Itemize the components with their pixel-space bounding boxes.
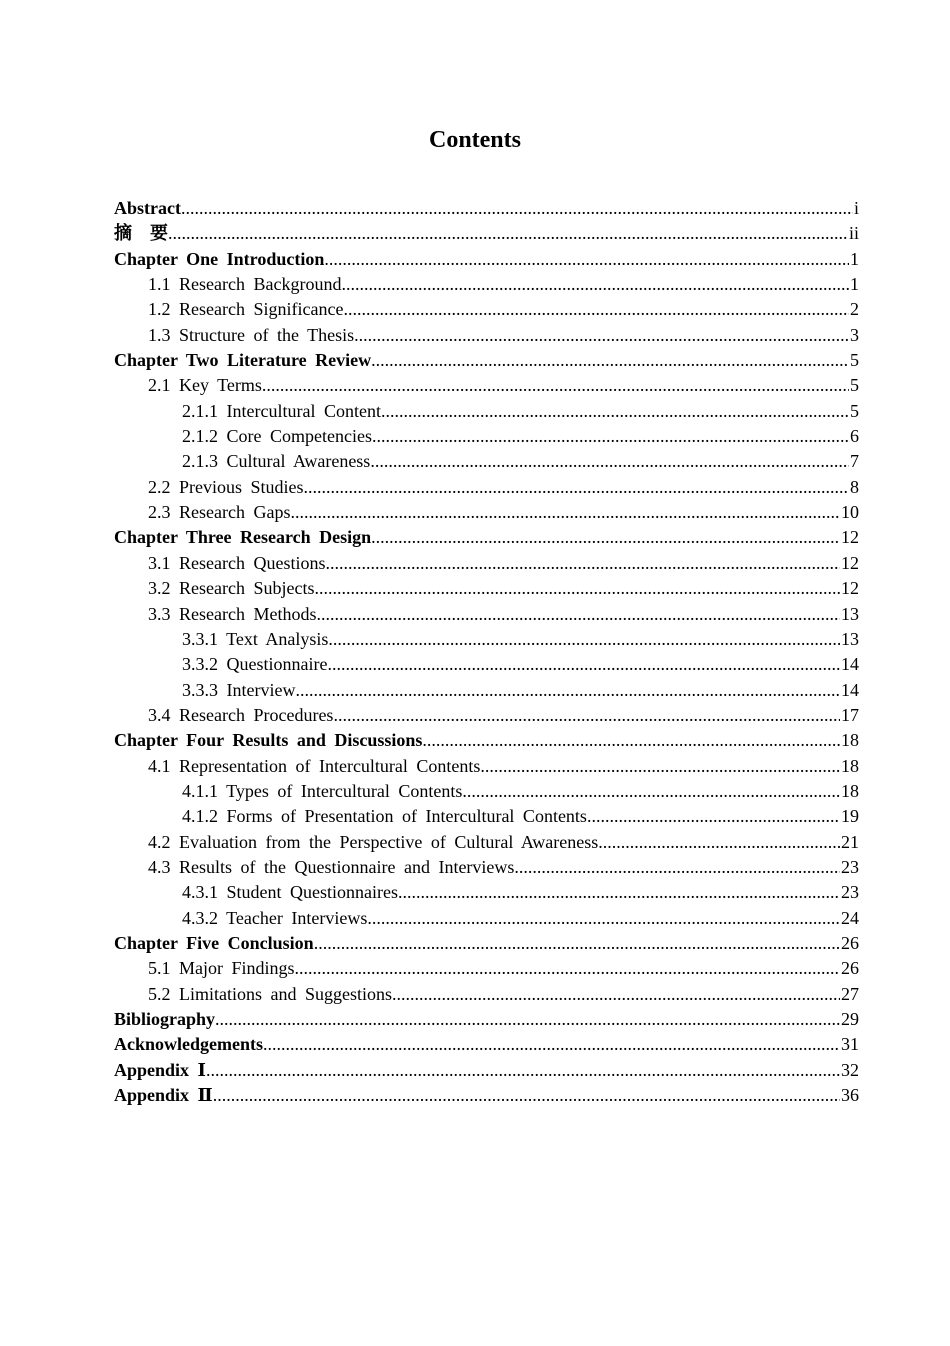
toc-entry-page-number: 5: [850, 350, 859, 371]
toc-entry-title: 4.1 Representation of Intercultural Contents: [148, 755, 481, 776]
toc-entry-title: 4.3.2 Teacher Interviews: [182, 907, 368, 928]
toc-entry-page-number: ii: [848, 223, 859, 244]
dot-leader: [514, 855, 840, 880]
toc-entry-title: 3.4 Research Procedures: [148, 704, 334, 725]
toc-entry[interactable]: [114, 525, 859, 550]
dot-leader: [263, 1032, 840, 1057]
dot-leader: [371, 525, 840, 550]
toc-entry-title: 4.3.1 Student Questionnaires: [182, 882, 398, 903]
dot-leader: [316, 602, 840, 627]
toc-entry-title: Chapter Two Literature Review: [114, 350, 372, 371]
toc-entry-title: 4.1.2 Forms of Presentation of Intercultural Contents: [182, 806, 587, 827]
dot-leader: [598, 830, 840, 855]
dot-leader: [295, 956, 840, 981]
dot-leader: [371, 348, 849, 373]
toc-entry-title: Chapter Four Results and Discussions: [114, 730, 423, 751]
toc-entry[interactable]: [114, 272, 859, 297]
toc-entry[interactable]: [114, 754, 859, 779]
toc-entry[interactable]: [114, 906, 859, 931]
toc-entry-page-number: 14: [841, 654, 859, 675]
toc-entry-page-number: 27: [841, 983, 859, 1004]
toc-entry[interactable]: [114, 855, 859, 880]
toc-entry-page-number: 18: [841, 755, 859, 776]
dot-leader: [480, 754, 840, 779]
toc-entry-page-number: 29: [841, 1009, 859, 1029]
toc-entry-page-number: 12: [841, 578, 859, 599]
dot-leader: [290, 500, 840, 525]
toc-entry-title: Bibliography: [114, 1009, 216, 1029]
toc-entry-page-number: 23: [841, 856, 859, 877]
toc-entry-title: 1.1 Research Background: [148, 274, 342, 295]
toc-entry-page-number: 12: [841, 527, 859, 548]
toc-entry-page-number: 1: [850, 248, 859, 269]
toc-entry-title: 2.1.1 Intercultural Content: [182, 400, 381, 421]
toc-entry-page-number: 2: [850, 299, 859, 320]
toc-entry-page-number: 36: [841, 1085, 859, 1106]
toc-entry[interactable]: [114, 576, 859, 601]
toc-entry-title: 3.3 Research Methods: [148, 603, 317, 624]
toc-entry-page-number: 7: [850, 451, 859, 472]
toc-entry-title: 3.3.3 Interview: [182, 679, 296, 700]
toc-entry[interactable]: [114, 880, 859, 905]
toc-entry[interactable]: [114, 830, 859, 855]
toc-entry[interactable]: [114, 602, 859, 627]
dot-leader: [333, 703, 840, 728]
toc-entry-title: 2.3 Research Gaps: [148, 502, 291, 523]
toc-entry[interactable]: [114, 373, 859, 398]
toc-entry-title: 摘 要: [114, 223, 168, 244]
toc-entry-title: 3.3.2 Questionnaire: [182, 654, 328, 675]
toc-entry[interactable]: [114, 1007, 859, 1032]
toc-entry-title: Chapter Five Conclusion: [114, 932, 314, 953]
toc-entry-page-number: 13: [841, 628, 859, 649]
toc-entry-title: 2.1 Key Terms: [148, 375, 262, 396]
toc-entry[interactable]: [114, 323, 859, 348]
toc-entry-page-number: 13: [841, 603, 859, 624]
toc-entry-title: 4.2 Evaluation from the Perspective of Cultural Awareness: [148, 831, 599, 852]
toc-entry[interactable]: [114, 424, 859, 449]
dot-leader: [328, 627, 840, 652]
dot-leader: [341, 272, 849, 297]
toc-entry-page-number: 5: [850, 375, 859, 396]
toc-entry-page-number: 26: [841, 958, 859, 979]
toc-entry-title: 3.1 Research Questions: [148, 552, 326, 573]
toc-entry-page-number: i: [853, 198, 859, 218]
toc-entry-page-number: 1: [850, 274, 859, 295]
toc-entry-title: 2.2 Previous Studies: [148, 476, 304, 497]
dot-leader: [381, 399, 849, 424]
dot-leader: [206, 1058, 840, 1083]
toc-entry-page-number: 10: [841, 502, 859, 523]
dot-leader: [325, 551, 840, 576]
page-title: Contents: [428, 127, 521, 153]
toc-entry-page-number: 31: [841, 1034, 859, 1055]
toc-entry[interactable]: [114, 931, 859, 956]
toc-entry-title: Appendix Ⅰ: [114, 1059, 206, 1080]
toc-entry[interactable]: [114, 982, 859, 1007]
toc-entry[interactable]: [114, 247, 859, 272]
dot-leader: [367, 906, 840, 931]
toc-entry-title: Chapter One Introduction: [114, 248, 325, 269]
dot-leader: [314, 931, 840, 956]
dot-leader: [422, 728, 840, 753]
toc-entry-page-number: 23: [841, 882, 859, 903]
toc-entry-title: 2.1.3 Cultural Awareness: [182, 451, 371, 472]
dot-leader: [327, 652, 840, 677]
toc-entry[interactable]: [114, 627, 859, 652]
toc-entry[interactable]: [114, 500, 859, 525]
toc-entry[interactable]: [114, 297, 859, 322]
toc-entry-title: 4.3 Results of the Questionnaire and Interviews: [148, 856, 515, 877]
dot-leader: [168, 221, 848, 246]
dot-leader: [181, 196, 853, 221]
dot-leader: [343, 297, 849, 322]
toc-entry[interactable]: [114, 1083, 859, 1108]
toc-entry-page-number: 6: [850, 426, 859, 447]
dot-leader: [587, 804, 840, 829]
toc-entry-title: 4.1.1 Types of Intercultural Contents: [182, 780, 463, 801]
toc-entry[interactable]: [114, 703, 859, 728]
toc-entry[interactable]: [114, 399, 859, 424]
toc-entry[interactable]: [114, 221, 859, 246]
toc-entry[interactable]: [114, 728, 859, 753]
toc-entry-page-number: 19: [841, 806, 859, 827]
toc-entry[interactable]: [114, 804, 859, 829]
toc-entry[interactable]: [114, 652, 859, 677]
dot-leader: [324, 247, 849, 272]
toc-entry[interactable]: [114, 1058, 859, 1083]
dot-leader: [213, 1083, 840, 1108]
toc-entry-title: 3.2 Research Subjects: [148, 578, 315, 599]
toc-entry-page-number: 17: [841, 704, 859, 725]
toc-entry-page-number: 32: [841, 1059, 859, 1080]
toc-entry-page-number: 3: [850, 324, 859, 345]
dot-leader: [304, 475, 849, 500]
toc-entry-page-number: 24: [841, 907, 859, 928]
toc-entry-page-number: 14: [841, 679, 859, 700]
toc-entry[interactable]: [114, 551, 859, 576]
toc-entry-page-number: 5: [850, 400, 859, 421]
dot-leader: [295, 678, 840, 703]
dot-leader: [314, 576, 840, 601]
toc-entry-title: 5.1 Major Findings: [148, 958, 295, 979]
toc-entry[interactable]: [114, 1032, 859, 1057]
dot-leader: [372, 424, 849, 449]
toc-entry-title: 5.2 Limitations and Suggestions: [148, 983, 392, 1004]
toc-entry-title: Abstract: [114, 198, 181, 218]
dot-leader: [370, 449, 849, 474]
toc-entry[interactable]: [114, 678, 859, 703]
toc-entry[interactable]: [114, 779, 859, 804]
toc-entry[interactable]: [114, 196, 859, 221]
toc-entry-title: Acknowledgements: [114, 1034, 263, 1055]
toc-entry-page-number: 8: [850, 476, 859, 497]
toc-entry-title: 3.3.1 Text Analysis: [182, 628, 329, 649]
table-of-contents: [114, 196, 859, 1108]
toc-entry[interactable]: [114, 475, 859, 500]
toc-entry-title: 1.2 Research Significance: [148, 299, 344, 320]
dot-leader: [398, 880, 840, 905]
toc-entry-title: Appendix Ⅱ: [114, 1085, 213, 1106]
dot-leader: [392, 982, 840, 1007]
dot-leader: [215, 1007, 840, 1032]
toc-entry-title: 2.1.2 Core Competencies: [182, 426, 372, 447]
toc-entry-page-number: 12: [841, 552, 859, 573]
toc-entry-title: Chapter Three Research Design: [114, 527, 372, 548]
dot-leader: [262, 373, 849, 398]
toc-entry-title: 1.3 Structure of the Thesis: [148, 324, 355, 345]
dot-leader: [354, 323, 849, 348]
toc-entry-page-number: 18: [841, 730, 859, 751]
toc-entry[interactable]: [114, 449, 859, 474]
dot-leader: [462, 779, 840, 804]
toc-entry[interactable]: [114, 956, 859, 981]
toc-entry-page-number: 21: [841, 831, 859, 852]
toc-entry-page-number: 18: [841, 780, 859, 801]
toc-entry-page-number: 26: [841, 932, 859, 953]
toc-entry[interactable]: [114, 348, 859, 373]
